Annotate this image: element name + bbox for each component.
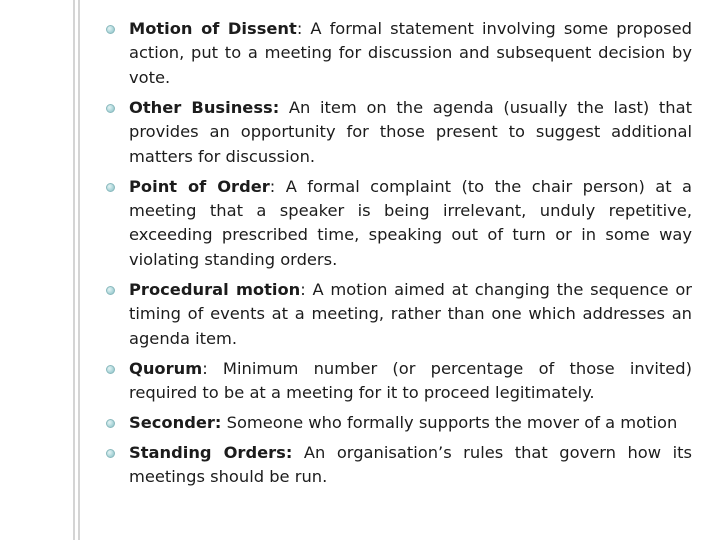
definition-text: An organisation’s rules that govern how its meetings should be run. (129, 443, 692, 487)
definition-term: Point of Order (129, 176, 270, 196)
definition-term: Procedural motion (129, 279, 301, 299)
definition-text: : Minimum number (or percentage of those invited) required to be at a meeting for it to proceed legitimately. (129, 358, 692, 403)
left-frame-rule-inner (78, 0, 80, 540)
bullet-icon (106, 183, 115, 192)
definition-item-point-of-order (104, 175, 692, 273)
definition-item-procedural-motion (104, 278, 692, 351)
definition-term: Other Business: (129, 97, 280, 117)
bullet-icon (106, 25, 115, 34)
definition-text: : A formal statement involving some proposed action, put to a meeting for discussion and subsequent decision by vote. (129, 19, 692, 87)
definition-item-other-business (104, 96, 692, 169)
definition-item-quorum (104, 357, 692, 406)
bullet-icon (106, 286, 115, 295)
bullet-icon (106, 365, 115, 374)
definition-text: : A formal complaint (to the chair person) at a meeting that a speaker is being irrelevant, unduly repetitive, exceeding prescribed time, speaking out of turn or in some way violating standing orders. (129, 176, 692, 269)
definition-item-standing-orders (104, 441, 692, 490)
definition-text: : A motion aimed at changing the sequence or timing of events at a meeting, rather than one which addresses an agenda item. (129, 279, 692, 348)
definition-item-motion-of-dissent (104, 17, 692, 90)
bullet-icon (106, 104, 115, 113)
definition-item-seconder (104, 411, 692, 435)
definition-text: An item on the agenda (usually the last) that provides an opportunity for those present to suggest additional matters for discussion. (129, 97, 692, 166)
definition-term: Standing Orders: (129, 443, 293, 463)
definition-text: Someone who formally supports the mover of a motion (221, 413, 678, 433)
definition-term: Motion of Dissent (129, 19, 297, 38)
definition-list (104, 17, 692, 495)
definition-term: Quorum (129, 358, 203, 378)
bullet-icon (106, 449, 115, 458)
bullet-icon (106, 419, 115, 428)
left-frame-rule (73, 0, 75, 540)
definition-term: Seconder: (129, 413, 222, 433)
